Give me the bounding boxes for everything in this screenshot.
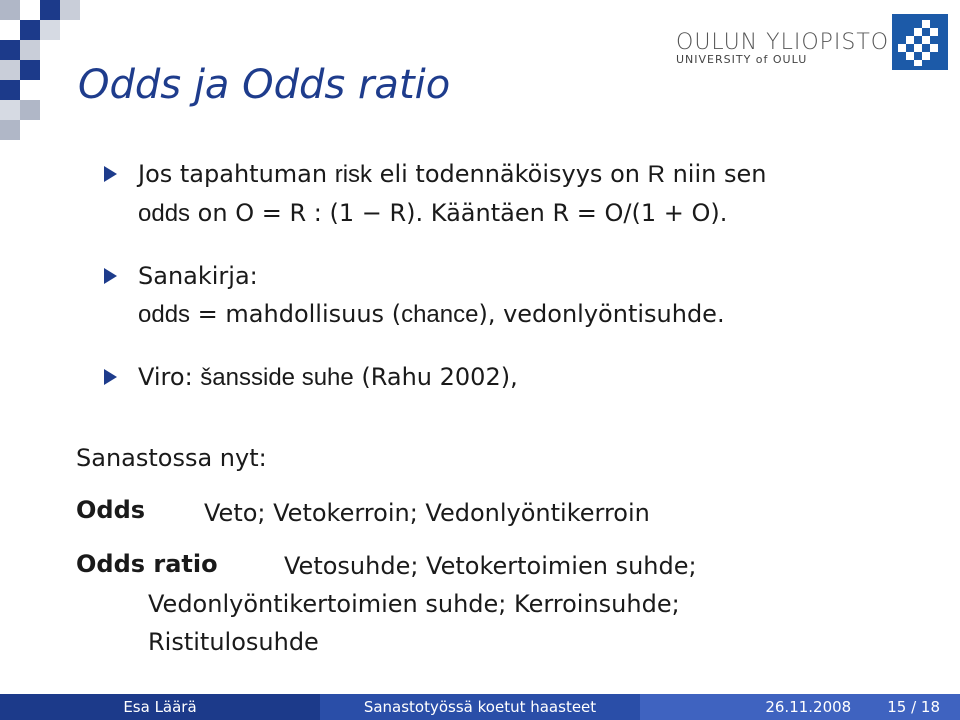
bullet-triangle-icon	[104, 369, 117, 385]
footer-page-number: 15 / 18	[887, 698, 940, 716]
term-odds-ratio-row	[76, 550, 218, 578]
text: eli todennäköisyys on	[372, 160, 648, 188]
term-label: Odds	[76, 496, 146, 524]
lead-text: Sanastossa nyt:	[76, 444, 267, 472]
term-estonian: šansside suhe	[200, 364, 354, 391]
footer	[0, 694, 960, 720]
university-logo-icon	[892, 14, 948, 70]
term-odds: odds	[138, 301, 191, 328]
term-definition: Vetosuhde; Vetokertoimien suhde;	[284, 552, 697, 580]
term-definition: Vedonlyöntikertoimien suhde; Kerroinsuhde;	[148, 590, 680, 618]
footer-date: 26.11.2008	[765, 698, 852, 716]
term-odds: odds	[138, 200, 191, 227]
term-label: Odds ratio	[76, 550, 218, 578]
bullet-item	[104, 358, 766, 397]
text: Sanakirja:	[138, 262, 258, 290]
text: Viro:	[138, 363, 201, 391]
text: niin sen	[664, 160, 767, 188]
text: Jos tapahtuman	[138, 160, 335, 188]
formula-text: on O = R : (1 − R). Kääntäen R = O/(1 + O).	[190, 199, 728, 227]
bullet-triangle-icon	[104, 268, 117, 284]
bullet-item	[104, 257, 766, 334]
footer-meta	[640, 694, 960, 720]
term-definition: Ristitulosuhde	[148, 628, 319, 656]
term-chance: chance	[401, 301, 479, 328]
bullet-triangle-icon	[104, 166, 117, 182]
footer-talk-title: Sanastotyössä koetut haasteet	[320, 694, 640, 720]
footer-author: Esa Läärä	[0, 694, 320, 720]
term-definition: Veto; Vetokerroin; Vedonlyöntikerroin	[204, 499, 650, 527]
text: (Rahu 2002),	[353, 363, 518, 391]
logo-main: OULUN YLIOPISTO	[676, 30, 890, 55]
slide-title: Odds ja Odds ratio	[78, 62, 451, 108]
symbol-r: R	[647, 161, 665, 188]
bullet-list	[104, 155, 766, 421]
text: = mahdollisuus (	[190, 300, 402, 328]
university-logo-text	[676, 30, 889, 66]
logo-sub: UNIVERSITY of OULU	[676, 53, 808, 66]
term-odds-row	[76, 496, 145, 524]
bullet-item	[104, 155, 766, 233]
text: ), vedonlyöntisuhde.	[478, 300, 725, 328]
term-risk: risk	[334, 161, 373, 188]
decorative-squares	[0, 0, 80, 140]
